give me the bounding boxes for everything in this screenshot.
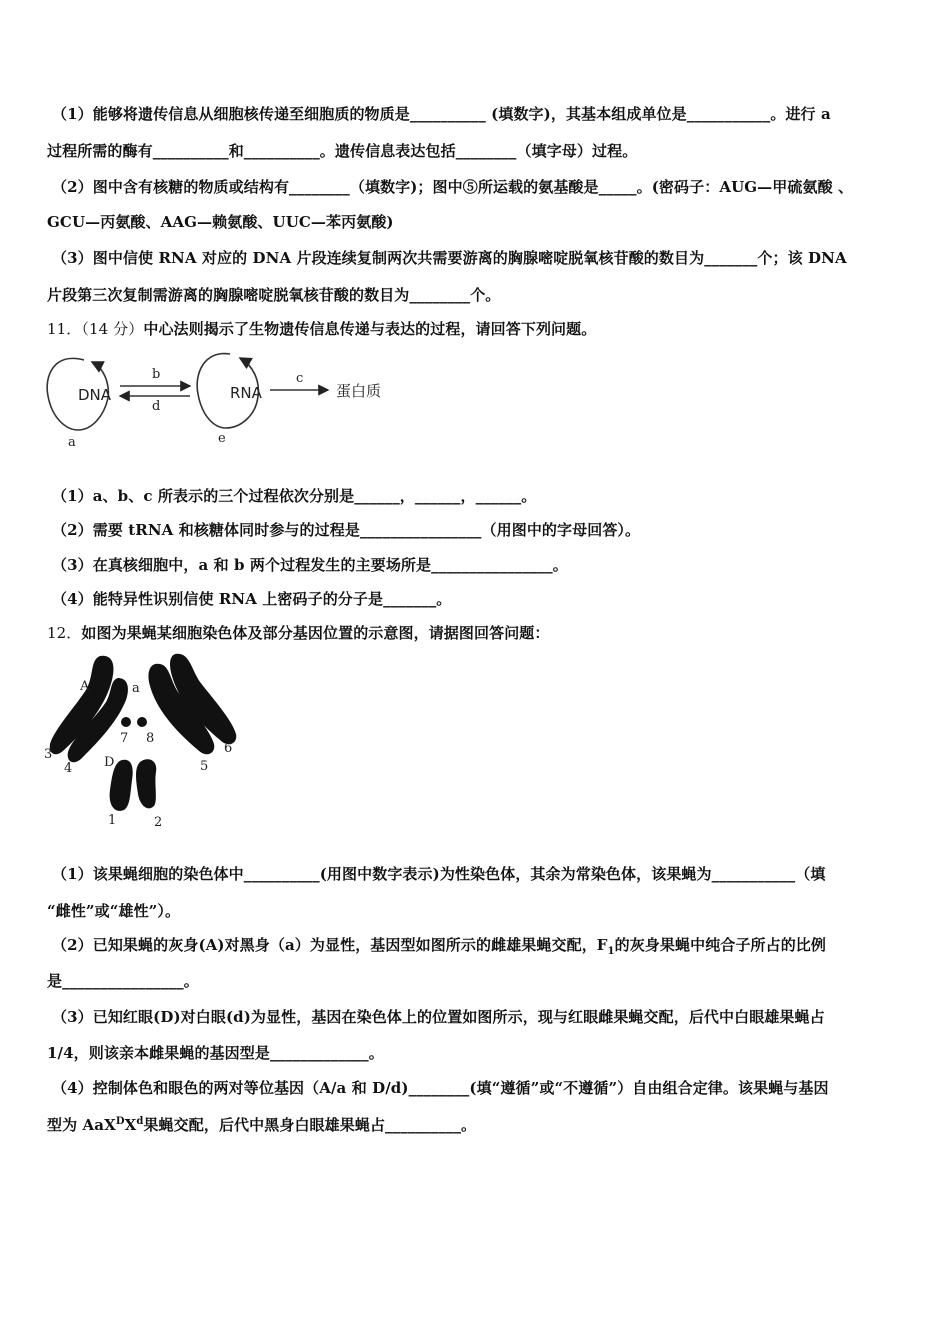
number-5: 5 xyxy=(200,759,209,774)
q12-part4-text-b: X xyxy=(124,1116,137,1134)
q12-part4-line1: （4）控制体色和眼色的两对等位基因（A/a 和 D/d)________(填“遵循”或“不遵循”）自由组合定律。该果蝇与基因 xyxy=(52,1079,829,1097)
q10-part3-line1: （3）图中信使 RNA 对应的 DNA 片段连续复制两次共需要游离的胸腺嘧啶脱氧核苷酸的数目为_______个；该 DNA xyxy=(52,249,847,267)
q11-stem-text: 中心法则揭示了生物遗传信息传递与表达的过程，请回答下列问题。 xyxy=(143,320,597,338)
number-4: 4 xyxy=(64,761,73,776)
q11-stem xyxy=(47,318,596,339)
q12-part3-line2: 1/4，则该亲本雌果蝇的基因型是_____________。 xyxy=(47,1044,384,1062)
gene-A-label: A xyxy=(80,679,90,694)
number-2: 2 xyxy=(154,815,163,830)
q12-part1-line1: （1）该果蝇细胞的染色体中__________(用图中数字表示)为性染色体，其余为常染色体，该果蝇为___________（填 xyxy=(52,865,826,883)
number-6: 6 xyxy=(224,741,233,756)
q10-part2-line2: GCU—丙氨酸、AAG—赖氨酸、UUC—苯丙氨酸) xyxy=(47,213,394,231)
q10-part1-line2: 过程所需的酶有__________和__________。遗传信息表达包括________（填字母）过程。 xyxy=(47,142,638,160)
label-c: c xyxy=(296,371,304,386)
q12-part2-text-b: 的灰身果蝇中纯合子所占的比例 xyxy=(614,936,827,954)
q12-part4-sup-D: D xyxy=(115,1116,125,1127)
fruit-fly-chromosome-diagram xyxy=(40,650,240,830)
q11-part4: （4）能特异性识别信使 RNA 上密码子的分子是_______。 xyxy=(52,590,452,608)
gene-D-label: D xyxy=(104,755,115,770)
number-1: 1 xyxy=(108,813,117,828)
q11-score: （14 分） xyxy=(81,320,144,338)
q12-stem xyxy=(47,622,550,643)
q12-part4-sup-d: d xyxy=(136,1116,144,1127)
q12-part2-line2: 是________________。 xyxy=(47,972,199,990)
label-e: e xyxy=(218,431,226,446)
q12-number: 12． xyxy=(47,624,82,642)
q11-number: 11． xyxy=(47,320,82,338)
label-a: a xyxy=(68,435,76,450)
q11-part2: （2）需要 tRNA 和核糖体同时参与的过程是________________（用图中的字母回答）。 xyxy=(52,521,641,539)
q12-part4-text-a: 型为 AaX xyxy=(47,1116,116,1134)
q12-stem-text: 如图为果蝇某细胞染色体及部分基因位置的示意图，请据图回答问题： xyxy=(81,624,550,642)
q12-part2-line1 xyxy=(52,934,826,957)
label-d: d xyxy=(152,399,161,414)
q12-part4-line2 xyxy=(47,1114,476,1135)
chromosome-8 xyxy=(137,717,147,727)
q12-part1-line2: “雌性”或“雄性”）。 xyxy=(47,902,181,920)
q12-part2-subscript: 1 xyxy=(607,946,615,957)
number-8: 8 xyxy=(146,731,155,746)
q12-part2-text-a: （2）已知果蝇的灰身(A)对黑身（a）为显性，基因型如图所示的雌雄果蝇交配，F xyxy=(52,936,608,954)
gene-a-label: a xyxy=(132,681,140,696)
label-b: b xyxy=(152,367,161,382)
number-3: 3 xyxy=(44,747,53,762)
protein-label: 蛋白质 xyxy=(336,382,382,400)
q10-part1-line1: （1）能够将遗传信息从细胞核传递至细胞质的物质是__________ (填数字)，其基本组成单位是___________。进行 a xyxy=(52,105,831,123)
q11-part1: （1）a、b、c 所表示的三个过程依次分别是______，______，______。 xyxy=(52,487,537,505)
q10-part2-line1: （2）图中含有核糖的物质或结构有________（填数字)；图中⑤所运载的氨基酸是_____。(密码子：AUG—甲硫氨酸 、 xyxy=(52,178,854,196)
rna-label: RNA xyxy=(230,384,262,402)
q11-part3: （3）在真核细胞中，a 和 b 两个过程发生的主要场所是________________。 xyxy=(52,556,568,574)
central-dogma-diagram xyxy=(44,346,404,450)
chromosome-2 xyxy=(136,759,156,808)
q12-part3-line1: （3）已知红眼(D)对白眼(d)为显性，基因在染色体上的位置如图所示，现与红眼雌果蝇交配，后代中白眼雄果蝇占 xyxy=(52,1008,825,1026)
number-7: 7 xyxy=(120,731,129,746)
q10-part3-line2: 片段第三次复制需游离的胸腺嘧啶脱氧核苷酸的数目为________个。 xyxy=(47,286,501,304)
chromosome-7 xyxy=(121,717,131,727)
q12-part4-text-c: 果蝇交配，后代中黑身白眼雄果蝇占__________。 xyxy=(143,1116,477,1134)
dna-label: DNA xyxy=(78,386,112,404)
